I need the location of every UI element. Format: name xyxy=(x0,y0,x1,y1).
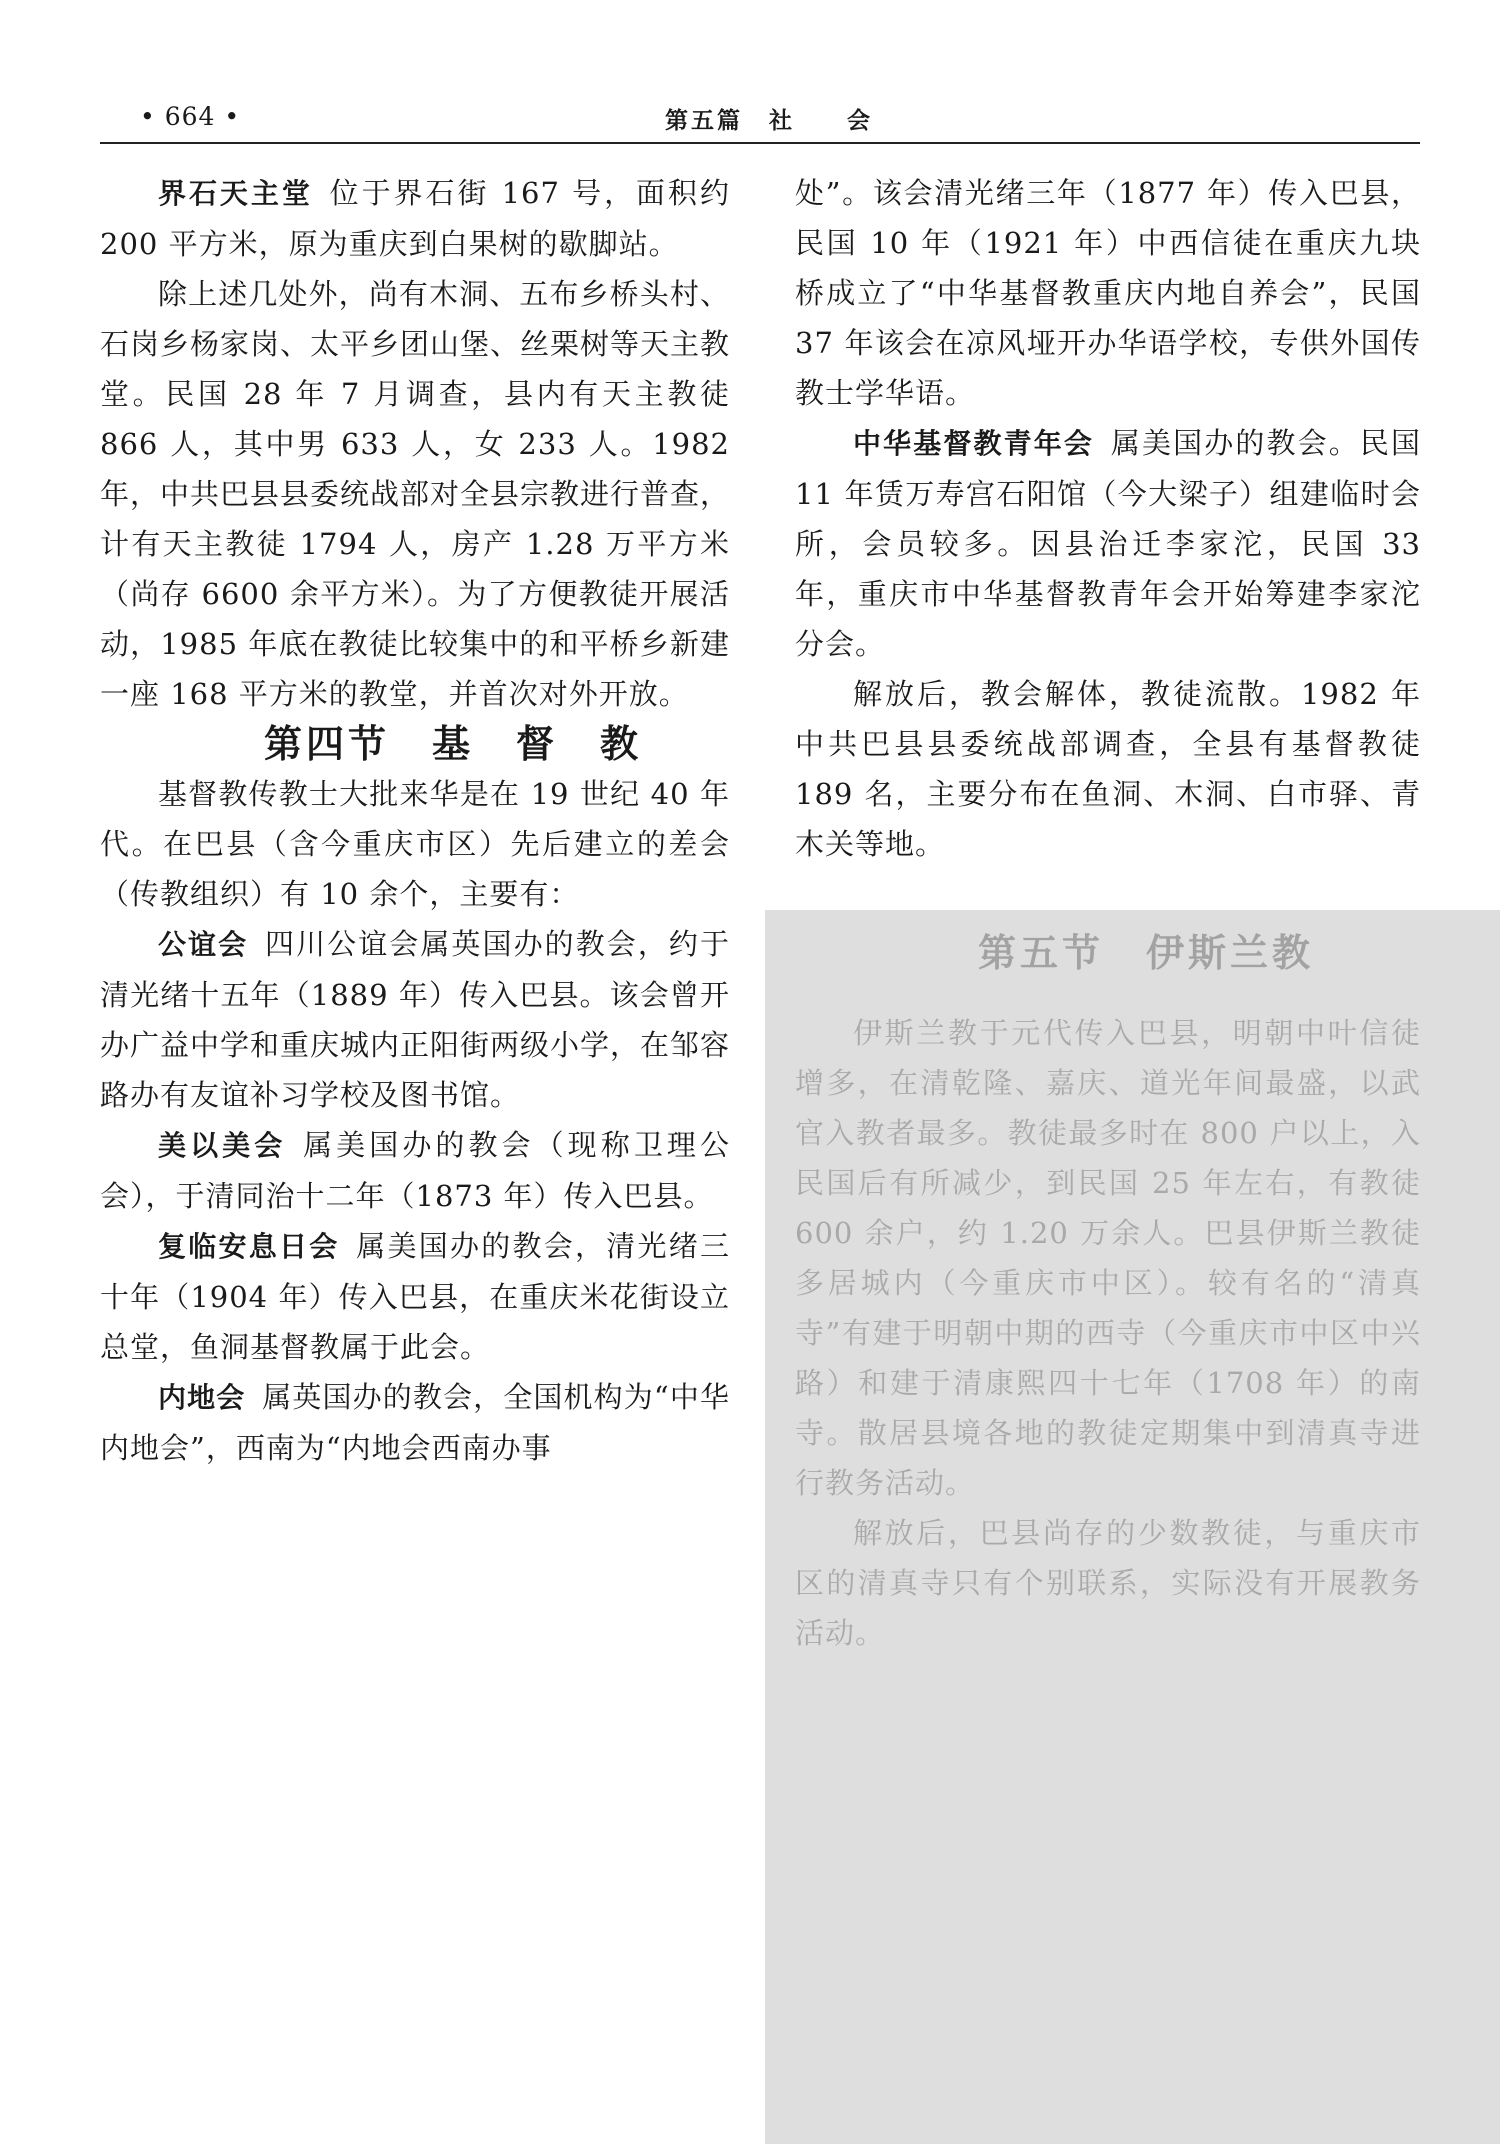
term-inland-mission: 内地会 xyxy=(158,1381,246,1414)
section-title-christianity: 第四节 基 督 教 xyxy=(263,722,642,766)
paragraph-friends-mission xyxy=(100,919,730,1120)
left-column xyxy=(100,168,730,1473)
term-ymca: 中华基督教青年会 xyxy=(853,427,1095,460)
paragraph-adventist-mission xyxy=(100,1221,730,1372)
paragraph-catholic-summary: 除上述几处外，尚有木洞、五布乡桥头村、石岗乡杨家岗、太平乡团山堡、丝栗树等天主教堂。民国 28 年 7 月调查，县内有天主教徒 866 人，其中男 633 人，女 233 人。1982 年，中共巴县县委统战部对全县宗教进行普查，计有天主教徒 1794 人，房产 1.28 万平方米（尚存 6600 余平方米）。为了方便教徒开展活动，1985 年底在教徒比较集中的和平桥乡新建一座 168 平方米的教堂，并首次对外开放。 xyxy=(100,277,731,711)
section-title-islam: 第五节 伊斯兰教 xyxy=(977,931,1314,975)
paragraph-methodist-mission xyxy=(100,1120,730,1221)
paragraph-christianity-intro: 基督教传教士大批来华是在 19 世纪 40 年代。在巴县（含今重庆市区）先后建立的差会（传教组织）有 10 余个，主要有： xyxy=(100,777,730,911)
term-jieshi-church: 界石天主堂 xyxy=(158,177,313,210)
islam-section-box xyxy=(765,910,1500,2144)
right-column xyxy=(795,168,1421,869)
running-head: 第五篇 社 会 xyxy=(665,108,873,134)
text-friends-mission: 四川公谊会属英国办的教会，约于清光绪十五年（1889 年）传入巴县。该会曾开办广益中学和重庆城内正阳街两级小学，在邹容路办有友谊补习学校及图书馆。 xyxy=(100,927,731,1112)
page-header xyxy=(100,100,1420,144)
paragraph-jieshi-church xyxy=(100,168,730,269)
paragraph-islam-history: 伊斯兰教于元代传入巴县，明朝中叶信徒增多，在清乾隆、嘉庆、道光年间最盛，以武官入教者最多。教徒最多时在 800 户以上，入民国后有所减少，到民国 25 年左右，有教徒 600 余户，约 1.20 万余人。巴县伊斯兰教徒多居城内（今重庆市中区）。较有名的“清真寺”有建于明朝中期的西寺（今重庆市中区中兴路）和建于清康熙四十七年（1708 年）的南寺。散居县境各地的教徒定期集中到清真寺进行教务活动。 xyxy=(795,1016,1421,1500)
text-ymca: 属美国办的教会。民国 11 年赁万寿宫石阳馆（今大梁子）组建临时会所，会员较多。因县治迁李家沱，民国 33 年，重庆市中华基督教青年会开始筹建李家沱分会。 xyxy=(795,426,1421,661)
paragraph-ymca xyxy=(795,418,1421,669)
term-methodist-mission: 美以美会 xyxy=(158,1129,287,1162)
text-inland-mission: 属英国办的教会，全国机构为“中华内地会”，西南为“内地会西南办事 xyxy=(100,1380,730,1465)
text-adventist-mission: 属美国办的教会，清光绪三十年（1904 年）传入巴县，在重庆米花街设立总堂，鱼洞基督教属于此会。 xyxy=(100,1229,730,1364)
paragraph-inland-mission xyxy=(100,1372,730,1473)
page-number: • 664 • xyxy=(140,102,241,131)
term-adventist-mission: 复临安息日会 xyxy=(158,1230,340,1263)
text-jieshi-church: 位于界石街 167 号，面积约 200 平方米，原为重庆到白果树的歇脚站。 xyxy=(100,176,730,261)
paragraph-inland-mission-continued: 处”。该会清光绪三年（1877 年）传入巴县，民国 10 年（1921 年）中西信徒在重庆九块桥成立了“中华基督教重庆内地自养会”，民国 37 年该会在凉风垭开办华语学校，专供外国传教士学华语。 xyxy=(795,176,1421,410)
term-friends-mission: 公谊会 xyxy=(158,928,249,961)
paragraph-islam-post-liberation: 解放后，巴县尚存的少数教徒，与重庆市区的清真寺只有个别联系，实际没有开展教务活动。 xyxy=(795,1516,1421,1650)
text-methodist-mission: 属美国办的教会（现称卫理公会），于清同治十二年（1873 年）传入巴县。 xyxy=(100,1128,730,1213)
paragraph-post-liberation-christianity: 解放后，教会解体，教徒流散。1982 年中共巴县县委统战部调查，全县有基督教徒 189 名，主要分布在鱼洞、木洞、白市驿、青木关等地。 xyxy=(795,677,1421,861)
islam-section-content xyxy=(795,928,1421,1658)
